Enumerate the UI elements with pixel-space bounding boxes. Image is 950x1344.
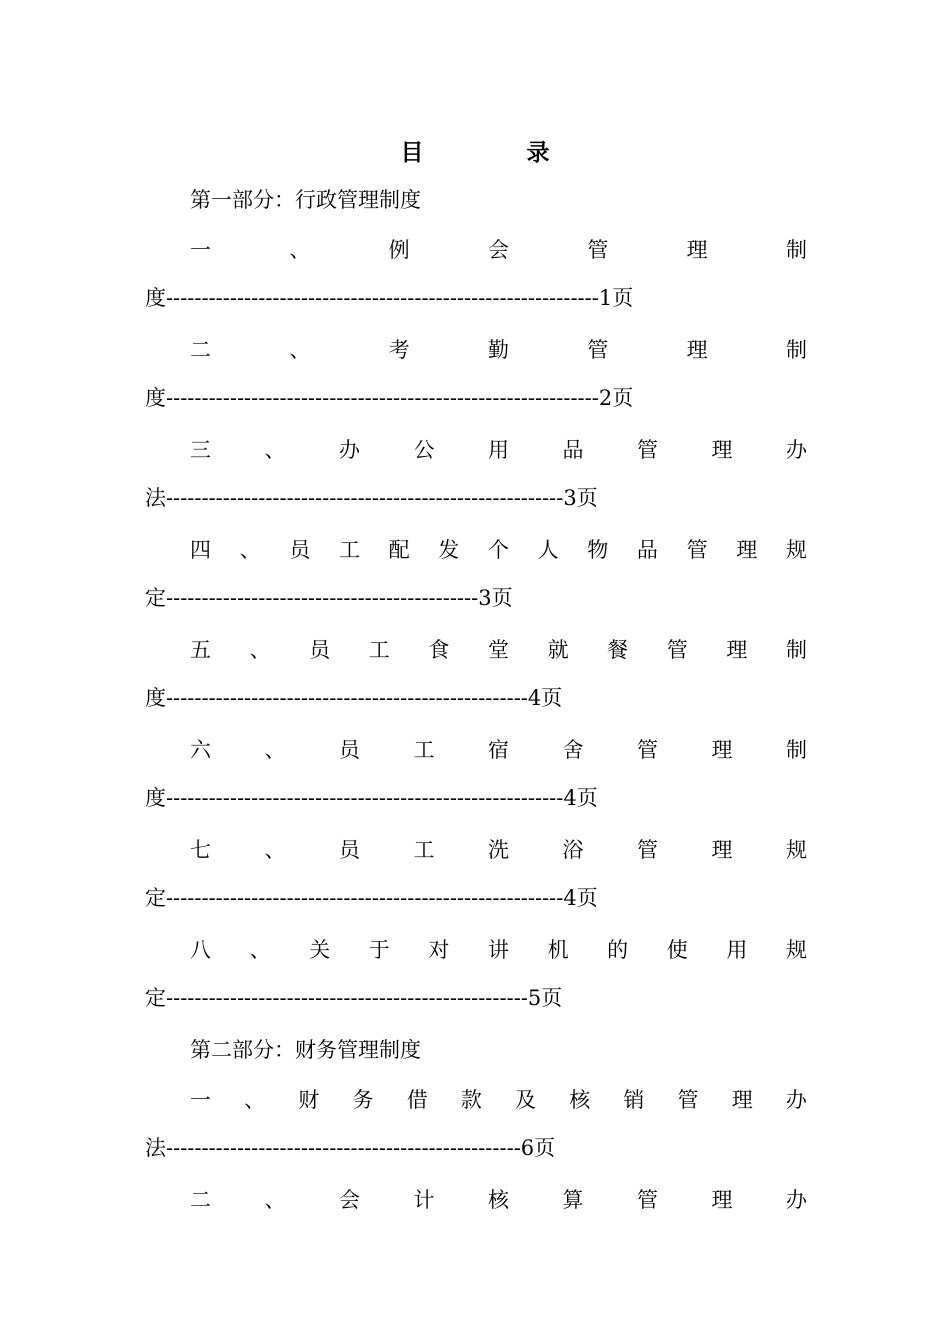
toc-entry-char: 宿 <box>488 738 509 762</box>
section-heading: 第二部分：财务管理制度 <box>190 1038 421 1062</box>
toc-entry-char: 核 <box>569 1088 591 1112</box>
toc-entry-char: 借 <box>406 1088 428 1112</box>
toc-entry-char: 个 <box>487 538 509 562</box>
toc-entry-char: 管 <box>637 838 658 862</box>
toc-entry-char: 理 <box>711 738 733 762</box>
toc-entry-leader: 定--------------------------------------------------------4页 <box>145 886 598 910</box>
toc-entry-char: 八 <box>190 938 211 962</box>
toc-entry-char: 对 <box>428 938 450 962</box>
toc-entry-char: 管 <box>587 338 609 362</box>
toc-entry-char: 规 <box>786 838 807 862</box>
toc-entry-char: 理 <box>711 1188 733 1212</box>
toc-entry-char: 就 <box>547 638 569 662</box>
toc-entry-char: 员 <box>339 838 360 862</box>
toc-entry-char: 规 <box>785 938 807 962</box>
toc-entry-char: 人 <box>537 538 559 562</box>
toc-entry-char: 五 <box>190 638 211 662</box>
toc-entry-char: 制 <box>786 738 807 762</box>
toc-entry-char: 管 <box>666 638 688 662</box>
toc-entry-char: 计 <box>413 1188 435 1212</box>
toc-entry-char: 管 <box>637 738 658 762</box>
toc-entry-char: 二 <box>190 1188 211 1212</box>
toc-entry-char: 、 <box>289 338 311 362</box>
toc-entry-char: 机 <box>547 938 569 962</box>
toc-entry-char: 会 <box>487 238 509 262</box>
toc-entry-char: 、 <box>289 238 311 262</box>
toc-entry-char: 销 <box>623 1088 645 1112</box>
toc-entry-char: 工 <box>368 638 390 662</box>
toc-entry-char: 理 <box>711 838 733 862</box>
toc-entry-title <box>145 1180 807 1230</box>
toc-title: 目 录 <box>400 139 590 166</box>
toc-entry-char: 舍 <box>562 738 584 762</box>
toc-entry-title <box>145 330 807 380</box>
toc-entry-char: 的 <box>607 938 629 962</box>
toc-entry-char: 理 <box>686 238 708 262</box>
toc-entry-char: 、 <box>264 738 286 762</box>
toc-entry-char: 核 <box>488 1188 509 1212</box>
toc-entry-char: 制 <box>785 338 807 362</box>
toc-entry-char: 员 <box>289 538 311 562</box>
toc-entry-char: 、 <box>244 1088 266 1112</box>
toc-entry-char: 堂 <box>487 638 509 662</box>
toc-entry-char: 办 <box>785 1088 807 1112</box>
toc-entry-leader: 法--------------------------------------------------6页 <box>145 1136 556 1160</box>
toc-entry-char: 使 <box>666 938 688 962</box>
section-heading: 第一部分：行政管理制度 <box>190 188 421 212</box>
toc-entry-leader: 度-------------------------------------------------------------2页 <box>145 386 634 410</box>
toc-entry-title <box>145 1080 807 1130</box>
toc-entry-char: 制 <box>785 238 807 262</box>
toc-entry-char: 员 <box>339 738 360 762</box>
toc-entry-char: 、 <box>264 838 286 862</box>
toc-entry-char: 会 <box>339 1188 360 1212</box>
toc-entry-leader: 度--------------------------------------------------------4页 <box>145 786 598 810</box>
toc-entry-char: 、 <box>239 538 261 562</box>
toc-entry-char: 管 <box>637 438 658 462</box>
toc-entry-char: 、 <box>249 938 271 962</box>
toc-entry-char: 、 <box>264 438 286 462</box>
toc-entry-title <box>145 930 807 980</box>
toc-entry-char: 理 <box>726 638 748 662</box>
toc-entry-char: 一 <box>190 238 211 262</box>
toc-entry-char: 务 <box>352 1088 374 1112</box>
toc-entry-char: 管 <box>637 1188 658 1212</box>
toc-entry-char: 工 <box>338 538 360 562</box>
toc-entry-char: 六 <box>190 738 211 762</box>
toc-entry-char: 讲 <box>487 938 509 962</box>
toc-entry-char: 理 <box>711 438 733 462</box>
toc-entry-char: 员 <box>309 638 331 662</box>
toc-entry-char: 品 <box>562 438 584 462</box>
toc-entry-char: 七 <box>190 838 211 862</box>
toc-entry-char: 办 <box>339 438 360 462</box>
toc-entry-char: 三 <box>190 438 211 462</box>
toc-entry-leader: 法--------------------------------------------------------3页 <box>145 486 598 510</box>
toc-entry-char: 用 <box>726 938 748 962</box>
toc-entry-char: 财 <box>298 1088 320 1112</box>
toc-entry-char: 勤 <box>487 338 509 362</box>
toc-entry-char: 管 <box>677 1088 699 1112</box>
toc-entry-title <box>145 430 807 480</box>
toc-entry-char: 例 <box>388 238 410 262</box>
toc-entry-char: 一 <box>190 1088 211 1112</box>
toc-entry-char: 制 <box>785 638 807 662</box>
toc-entry-char: 管 <box>686 538 708 562</box>
toc-entry-char: 发 <box>438 538 460 562</box>
toc-entry-char: 理 <box>686 338 708 362</box>
toc-entry-char: 、 <box>249 638 271 662</box>
toc-entry-char: 关 <box>309 938 331 962</box>
toc-entry-char: 洗 <box>488 838 509 862</box>
toc-entry-char: 算 <box>562 1188 584 1212</box>
toc-entry-char: 考 <box>388 338 410 362</box>
toc-entry-char: 管 <box>587 238 609 262</box>
toc-entry-title <box>145 530 807 580</box>
toc-entry-char: 餐 <box>607 638 629 662</box>
toc-entry-char: 公 <box>413 438 435 462</box>
toc-entry-char: 规 <box>785 538 807 562</box>
toc-entry-char: 工 <box>413 838 435 862</box>
toc-entry-char: 工 <box>413 738 435 762</box>
toc-entry-char: 二 <box>190 338 211 362</box>
toc-entry-char: 四 <box>190 538 211 562</box>
toc-entry-char: 品 <box>636 538 658 562</box>
toc-entry-leader: 度-------------------------------------------------------------1页 <box>145 286 634 310</box>
toc-entry-char: 款 <box>460 1088 482 1112</box>
toc-entry-leader: 度---------------------------------------------------4页 <box>145 686 563 710</box>
toc-entry-char: 办 <box>786 1188 807 1212</box>
table-of-contents <box>145 180 807 1230</box>
toc-entry-char: 、 <box>264 1188 286 1212</box>
toc-entry-char: 办 <box>786 438 807 462</box>
toc-entry-title <box>145 830 807 880</box>
toc-entry-char: 理 <box>731 1088 753 1112</box>
toc-entry-char: 浴 <box>562 838 584 862</box>
toc-entry-char: 用 <box>488 438 509 462</box>
toc-entry-title <box>145 630 807 680</box>
toc-entry-leader: 定--------------------------------------------3页 <box>145 586 513 610</box>
toc-entry-leader: 定---------------------------------------------------5页 <box>145 986 563 1010</box>
toc-entry-char: 配 <box>388 538 410 562</box>
toc-entry-title <box>145 230 807 280</box>
toc-entry-char: 及 <box>515 1088 537 1112</box>
toc-entry-char: 理 <box>736 538 758 562</box>
toc-entry-char: 于 <box>368 938 390 962</box>
toc-entry-char: 食 <box>428 638 450 662</box>
toc-entry-char: 物 <box>587 538 609 562</box>
toc-entry-title <box>145 730 807 780</box>
